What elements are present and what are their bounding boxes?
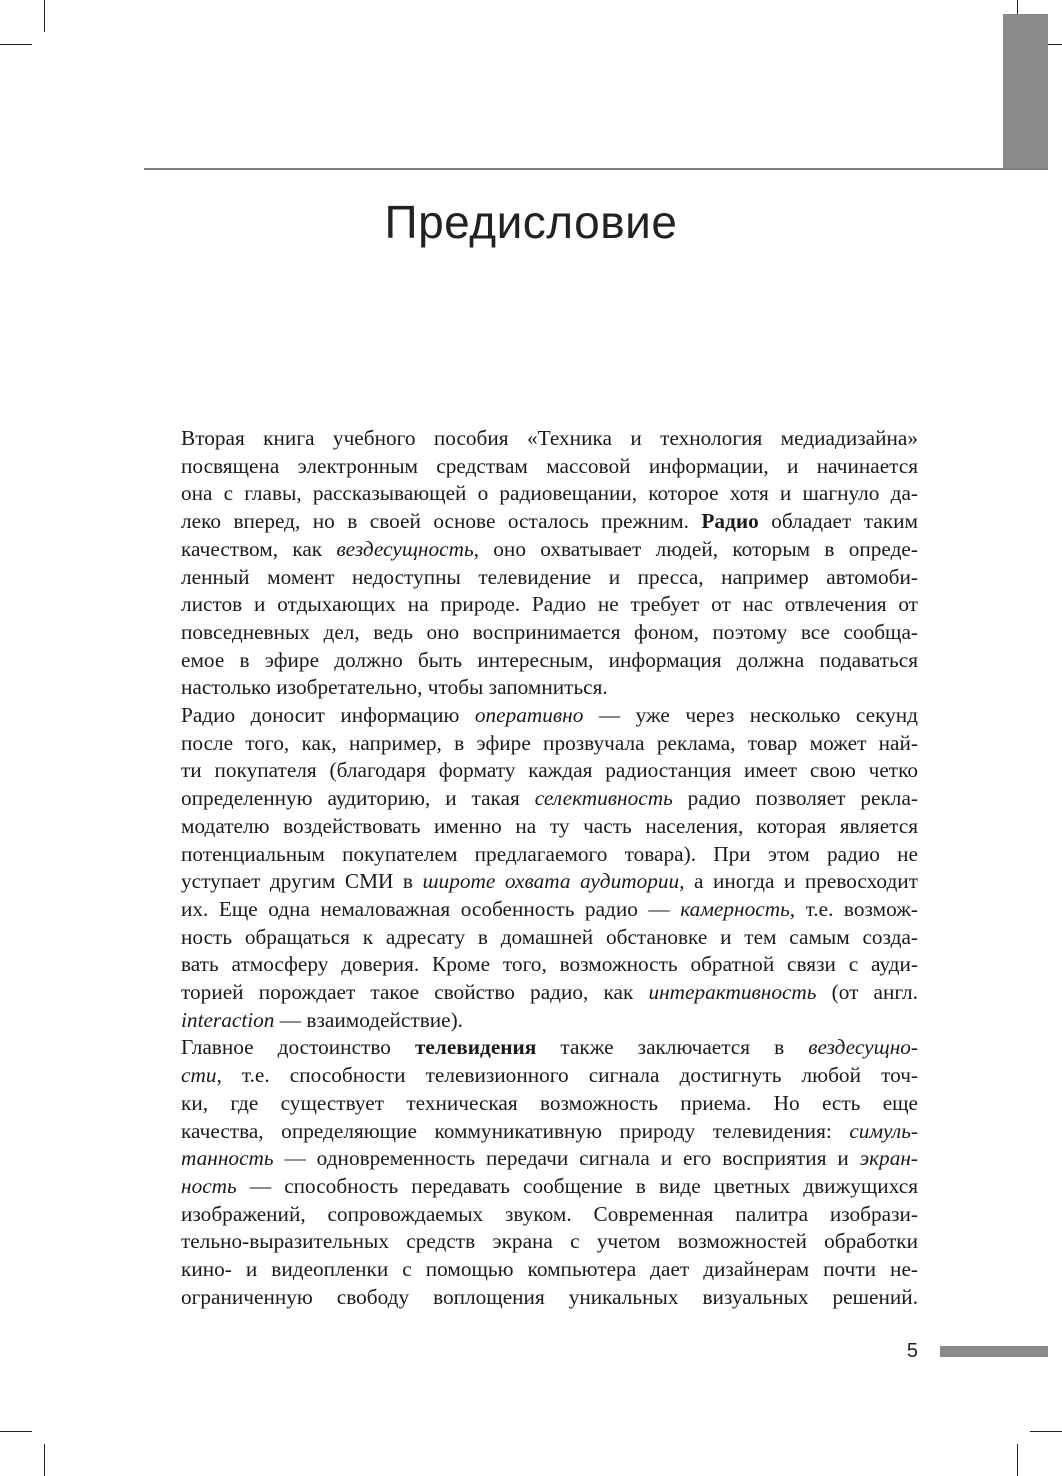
text-run: ограниченную свободу воплощения уникальных визуальных решений. [181, 1284, 918, 1309]
text-run: радио позволяет рекла- [672, 786, 918, 811]
crop-mark [0, 44, 32, 45]
text-run: вать атмосферу доверия. Кроме того, возможность обратной связи с ауди- [181, 952, 918, 977]
text-line [144, 979, 918, 1007]
text-line [144, 1173, 918, 1201]
text-run: ти покупателя (благодаря формату каждая радиостанция имеет свою четко [181, 758, 918, 783]
text-run: также заключается в [536, 1035, 809, 1060]
text-line [144, 453, 918, 481]
text-line [144, 536, 918, 564]
text-line [144, 1201, 918, 1229]
text-run: — уже через несколько секунд [583, 703, 918, 728]
page-number: 5 [906, 1340, 918, 1362]
text-run: потенциальным покупателем предлагаемого товара). При этом радио не [181, 841, 918, 866]
bold-term: телевидения [414, 1035, 537, 1060]
text-line [144, 730, 918, 758]
text-line [144, 1228, 918, 1256]
crop-mark [44, 1444, 45, 1476]
text-run: , т.е. способности телевизионного сигнала достигнуть любой точ- [216, 1063, 918, 1088]
text-line [144, 564, 918, 592]
paragraph [144, 1034, 918, 1311]
text-run: , т.е. возмож- [789, 896, 918, 921]
text-line [144, 785, 918, 813]
text-line [144, 425, 918, 453]
text-line [144, 1118, 918, 1146]
text-line [144, 702, 918, 730]
text-run: она с главы, рассказывающей о радиовещании, которое хотя и шагнуло да- [181, 481, 918, 506]
text-run: , оно охватывает людей, которым в опреде- [473, 536, 918, 561]
italic-term: вездесущно- [808, 1035, 918, 1060]
italic-term: камерность [680, 896, 790, 921]
italic-term: сти [181, 1063, 217, 1088]
text-line [144, 813, 918, 841]
text-run: кино- и видеопленки с помощью компьютера дает дизайнерам почти не- [181, 1257, 918, 1282]
text-line [144, 868, 918, 896]
text-run: повседневных дел, ведь оно воспринимается фоном, поэтому все сообща- [181, 619, 918, 644]
text-line [144, 480, 918, 508]
italic-term: вездесущность [336, 536, 474, 561]
text-line [144, 1090, 918, 1118]
text-run: , а иногда и превосходит [679, 869, 919, 894]
text-run: емое в эфире должно быть интересным, информация должна подаваться [181, 647, 918, 672]
text-run: (от англ. [816, 980, 919, 1005]
text-run: настолько изобретательно, чтобы запомниться. [181, 675, 608, 700]
text-line [144, 674, 918, 702]
text-line [144, 841, 918, 869]
text-run: их. Еще одна немаловажная особенность радио — [181, 896, 681, 921]
paragraph [144, 425, 918, 702]
text-run: изображений, сопровождаемых звуком. Современная палитра изобрази- [181, 1201, 918, 1226]
text-run: ки, где существует техническая возможность приема. Но есть еще [181, 1090, 918, 1115]
text-run: качеством, как [181, 536, 337, 561]
italic-term: ность [181, 1173, 237, 1198]
text-line [144, 896, 918, 924]
crop-mark [1017, 1444, 1018, 1476]
text-run: уступает другим СМИ в [181, 869, 423, 894]
text-line [144, 591, 918, 619]
italic-term: селективность [534, 786, 673, 811]
text-line [144, 951, 918, 979]
page-title: Предисловие [384, 196, 678, 248]
header-rule [144, 168, 1048, 170]
text-line [144, 757, 918, 785]
text-run: Радио доносит информацию [181, 703, 475, 728]
text-run: ленный момент недоступны телевидение и пресса, например автомоби- [181, 564, 918, 589]
text-run: модателю воздействовать именно на ту часть населения, которая является [181, 813, 918, 838]
italic-term: интерактивность [648, 980, 817, 1005]
text-line [144, 508, 918, 536]
italic-term: симуль- [849, 1118, 918, 1143]
text-run: — способность передавать сообщение в виде цветных движущихся [236, 1173, 918, 1198]
italic-term: экран- [859, 1146, 918, 1171]
text-line [144, 924, 918, 952]
folio-bar [940, 1346, 1048, 1357]
chapter-tab [1003, 14, 1048, 168]
text-run: — взаимодействие). [274, 1007, 464, 1032]
italic-term: танность [181, 1146, 274, 1171]
text-run: леко вперед, но в своей основе осталось прежним. [181, 509, 702, 534]
text-run: посвящена электронным средствам массовой информации, и начинается [181, 453, 918, 478]
italic-term: interaction [181, 1007, 275, 1032]
crop-mark [44, 0, 45, 32]
text-run: листов и отдыхающих на природе. Радио не требует от нас отвлечения от [181, 592, 918, 617]
crop-mark [0, 1431, 32, 1432]
text-run: тельно-выразительных средств экрана с учетом возможностей обработки [181, 1229, 918, 1254]
text-run: ность обращаться к адресату в домашней обстановке и тем самым созда- [181, 924, 918, 949]
bold-term: Радио [701, 509, 759, 534]
text-run: Главное достоинство [181, 1035, 415, 1060]
crop-mark [1030, 1431, 1062, 1432]
text-line [144, 647, 918, 675]
text-line [144, 1034, 918, 1062]
italic-term: оперативно [474, 703, 584, 728]
text-line [144, 1256, 918, 1284]
italic-term: широте охвата аудитории [422, 869, 680, 894]
text-run: после того, как, например, в эфире прозвучала реклама, товар может най- [181, 730, 918, 755]
text-run: качества, определяющие коммуникативную природу телевидения: [181, 1118, 850, 1143]
paragraph [144, 702, 918, 1034]
text-line [144, 1145, 918, 1173]
text-line [144, 619, 918, 647]
text-run: Вторая книга учебного пособия «Техника и технология медиадизайна» [181, 426, 918, 450]
text-line [144, 1284, 918, 1312]
text-run: обладает таким [758, 509, 918, 534]
text-run: определенную аудиторию, и такая [181, 786, 535, 811]
text-run: — одновременность передачи сигнала и его восприятия и [273, 1146, 860, 1171]
body-text [144, 425, 918, 1312]
text-line [144, 1007, 918, 1035]
text-run: торией порождает такое свойство радио, как [181, 980, 649, 1005]
text-line [144, 1062, 918, 1090]
